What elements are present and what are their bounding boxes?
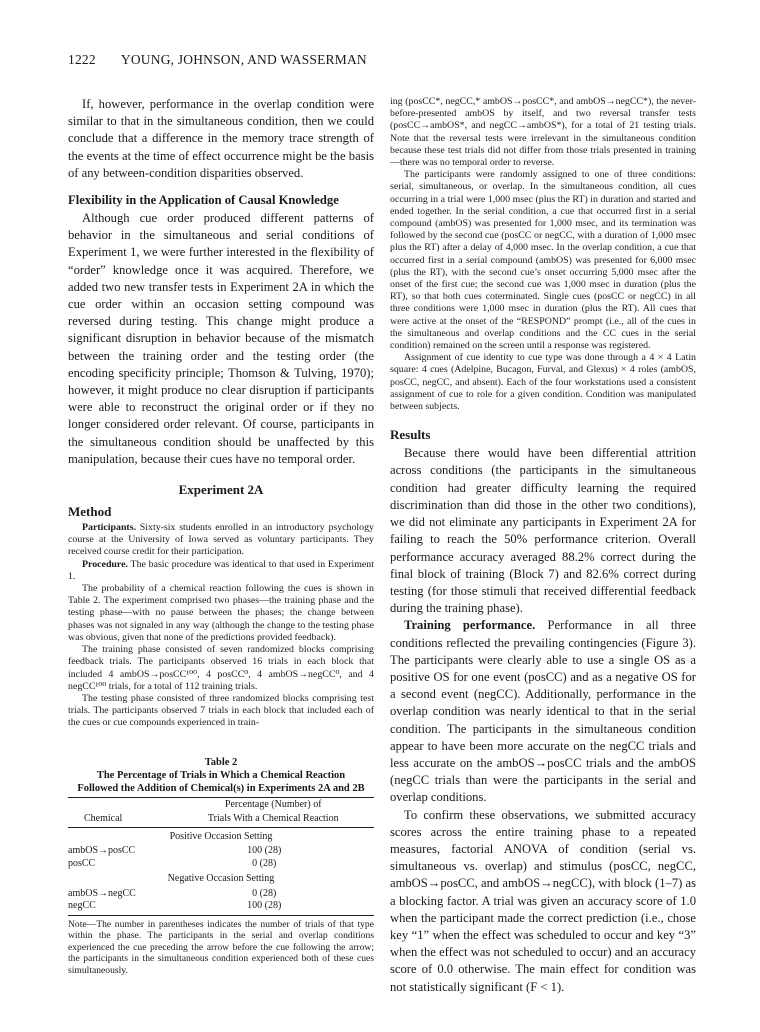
column-header-chemical: Chemical [68, 797, 172, 827]
paragraph-participants [68, 522, 374, 559]
running-header [68, 52, 367, 68]
table-title-line1: The Percentage of Trials in Which a Chemical Reaction [96, 769, 346, 781]
column-header-pct-line1: Percentage (Number) of [224, 798, 322, 810]
experiment-heading: Experiment 2A [178, 482, 264, 498]
paragraph-results: Because there would have been differential attrition across conditions (the participants in the simultaneous condition had greater difficulty learning the required discrimination than did those in the other two conditions), we did not eliminate any participants in Experiment 2A for failing to reach the 50% performance criterion. Overall performance accuracy averaged 88.2% correct during the final block of training (Block 7) and 82.6% correct during testing (for those stimuli that received differential feedback during the training phase). [390, 446, 696, 616]
table-title-line2: Followed the Addition of Chemical(s) in Experiments 2A and 2B [77, 782, 365, 794]
paragraph-overlap: If, however, performance in the overlap condition were similar to that in the simultaneous condition, then we could conclude that a difference in the memory trace strength of the events at the time of effect occurrence might be the basis of any between-condition disparities observed. [68, 97, 374, 180]
group-header-negative: Negative Occasion Setting [167, 873, 275, 885]
participants-text: Sixty-six students enrolled in an introductory psychology course at the University of Iowa served as voluntary participants. They received course credit for their participation. [68, 522, 374, 558]
group-header-positive: Positive Occasion Setting [169, 830, 273, 842]
chemical-cell: posCC [68, 857, 96, 869]
table-row [68, 858, 374, 871]
paragraph-latin-square: Assignment of cue identity to cue type was done through a 4 × 4 Latin square: 4 cues (Adelpine, Bucagon, Furval, and Glexus) × 4 roles (ambOS, posCC, negCC, and absent). Each of the four workstations used a consistent assignment of cue to role for a given condition. Condition was manipulated between subjects. [390, 352, 696, 413]
paragraph-testing-phase: The testing phase consisted of three randomized blocks comprising test trials. The participants observed 7 trials in each block that included each of the cues or cue compounds experienced in train- [68, 692, 374, 729]
running-title: YOUNG, JOHNSON, AND WASSERMAN [120, 52, 367, 67]
table-row [68, 845, 374, 858]
value-cell: 100 (28) [247, 845, 282, 857]
paragraph-flexibility: Although cue order produced different patterns of behavior in the simultaneous and serial conditions of Experiment 1, we were further interested in the flexibility of “order” knowledge once it was acquired. Therefore, we added two new transfer tests in Experiment 2A in which the cue order within an occasion setting compound was reversed during testing. This change might produce a significant disruption in behavior because of the mismatch between the training order and the testing order (the encoding specificity principle; Thomson & Tulving, 1970); however, it might produce no clear disruption if participants were able to reconstruct the original order or if they no longer considered order relevant. Of course, participants in the simultaneous condition should be unaffected by this manipulation, because their cues have no temporal order. [68, 211, 374, 466]
table-note: Note—The number in parentheses indicates the number of trials of that type within the phase. The participants in the serial and overlap conditions experienced the cue preceding the arrow before the cue following the arrow; the participants in the simultaneous condition experienced both of these cues simultaneously. [68, 918, 374, 976]
procedure-label: Procedure. [82, 558, 128, 570]
right-column [390, 96, 696, 996]
page-number: 1222 [68, 52, 96, 67]
training-performance-label: Training performance. [404, 618, 536, 633]
results-heading: Results [390, 427, 431, 443]
paragraph-training-phase: The training phase consisted of seven randomized blocks comprising feedback trials. The participants observed 16 trials in each block that included 4 ambOS→posCC¹⁰⁰, 4 posCC⁰, 4 ambOS→negCC⁰, and 4 negCC¹⁰⁰ trials, for a total of 112 training trials. [68, 644, 374, 692]
column-header-pct-line2: Trials With a Chemical Reaction [172, 812, 374, 827]
paragraph-anova: To confirm these observations, we submitted accuracy scores across the entire training phase to a repeated measures, factorial ANOVA of condition (serial vs. simultaneous vs. overlap) and stimulus (posCC, negCC, ambOS→posCC, and ambOS→negCC), with block (1–7) as a blocking factor. A trial was given an accuracy score of 1.0 when the participant made the correct prediction (i.e., chose key “1” when the effect was scheduled to occur and key “3” when the effect was not scheduled to occur) and an accuracy score of 0.0 otherwise. The main effect for condition was not statistically significant (F < 1). [390, 807, 696, 994]
section-heading-flexibility: Flexibility in the Application of Causal Knowledge [68, 193, 339, 208]
training-performance-text: Performance in all three conditions reflected the prevailing contingencies (Figure 3). The participants were clearly able to use a single OS as a positive OS for one event (posCC) and as a negative OS for a second event (negCC). Additionally, performance in the overlap condition was nearly identical to that in the serial condition. The participants in the simultaneous condition appear to have been more accurate on the negCC trials and less accurate on the ambOS→posCC trials and the ambOS (negCC trials than were the participants in the serial and overlap conditions. [390, 618, 697, 805]
table-number: Table 2 [204, 756, 238, 768]
data-table [68, 797, 374, 916]
table-row [68, 900, 374, 915]
participants-label: Participants. [82, 522, 137, 534]
paragraph-testing-continued: ing (posCC*, negCC,* ambOS→posCC*, and ambOS→negCC*), the never-before-presented ambOS by itself, and two reversal transfer tests (posCC→ambOS*, and negCC→ambOS*), for a total of 21 testing trials. Note that the reversal tests were irrelevant in the simultaneous condition because these test trials did not differ from those trials presented in training—there was no temporal order to reverse. [390, 96, 696, 169]
value-cell: 100 (28) [172, 900, 374, 915]
paragraph-training-performance [390, 617, 696, 806]
chemical-cell: negCC [68, 900, 172, 915]
paragraph-probability: The probability of a chemical reaction following the cues is shown in Table 2. The experiment comprised two phases—the training phase and the testing phase—with no pause between the phases; the change between phases was not signaled in any way (although the change to the testing phase was obvious, given that none of the predictions provided feedback). [68, 583, 374, 643]
procedure-text: The basic procedure was identical to that used in Experiment 1. [68, 558, 374, 582]
table-2 [68, 756, 374, 977]
value-cell: 0 (28) [252, 857, 277, 869]
value-cell: 0 (28) [252, 887, 277, 899]
table-row [68, 888, 374, 901]
chemical-cell: ambOS→negCC [68, 887, 136, 899]
left-column [68, 96, 374, 976]
paragraph-conditions: The participants were randomly assigned to one of three conditions: serial, simultaneous, or overlap. In the simultaneous condition, all cues occurring in a trial were 1,000 msec (plus the RT) in duration and started and ended together. In the serial condition, a cue that occurred first in a serial compound (ambOS) was presented for 1,000 msec, and its termination was followed by the second cue (posCC or negCC, with a duration of 1,000 msec plus the RT) after a delay of 4,000 msec. In the overlap condition, a cue that occurred first in a serial compound (ambOS) was presented for 6,000 msec (plus the RT), with the second cue’s onset occurring 5,000 msec after the onset of the first cue; the second cue was 1,000 msec in duration (plus the RT), so that both cues coterminated. Single cues (posCC or negCC) in all three conditions were 1,000 msec in duration (plus the RT). All cues that were active at the onset of the “RESPOND” prompt (i.e., all of the cues in the simultaneous and overlap conditions and the CC cues in the serial condition) remained on the screen until a response was registered. [390, 169, 696, 352]
method-heading: Method [68, 504, 112, 520]
paragraph-procedure [68, 559, 374, 583]
chemical-cell: ambOS→posCC [68, 845, 136, 857]
